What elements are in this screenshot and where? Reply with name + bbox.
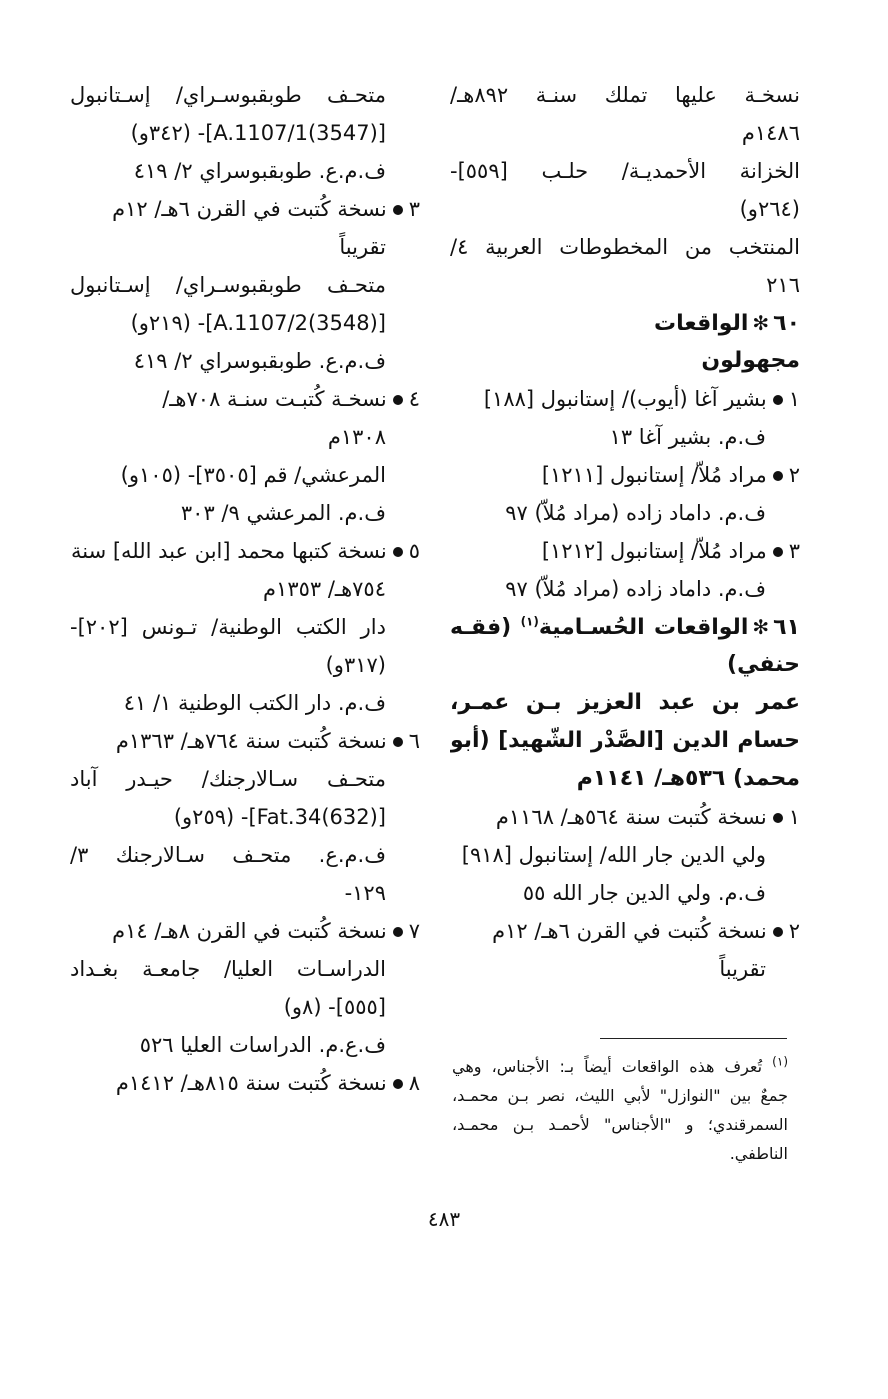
copy-library: متحـف سـالارجنك/ حيـدر آباد: [70, 767, 386, 791]
footnote-marker: (١): [772, 1054, 788, 1069]
copy-number: ٤: [408, 387, 420, 411]
footnote-text: تُعرف هذه الواقعات أيضاً بـ: الأجناس، وهي: [452, 1057, 763, 1076]
copy-text: نسخة كُتبت في القرن ٦هـ/ ١٢م: [112, 197, 387, 221]
copy-text: نسخة كتبها محمد [ابن عبد الله] سنة: [70, 539, 387, 563]
copy-library: الدراسـات العليا/ جامعـة بغـداد: [70, 957, 386, 981]
copy-number: ١: [788, 805, 800, 829]
footnote-marker: (١): [520, 614, 539, 629]
copy-text-cont: ٧٥٤هـ/ ١٣٥٣م: [263, 577, 386, 601]
copy-library: ولي الدين جار الله/ إستانبول [٩١٨]: [461, 843, 766, 867]
text-line: نسخـة عليها تملك سنـة ٨٩٢هـ/: [450, 83, 800, 107]
entry-title: الواقعات: [654, 311, 749, 336]
copy-shelfmark: [(3547)A.1107/1]- (٣٤٢و): [130, 121, 386, 145]
footnote: [452, 1052, 788, 1168]
page-number: ٤٨٣: [427, 1207, 461, 1231]
text-line: المنتخب من المخطوطات العربية ٤/: [450, 235, 800, 259]
footnote-line: جمعٌ بين "النوازل" لأبي الليث، نصر بـن محمـد،: [452, 1086, 788, 1105]
bullet-icon: [773, 813, 783, 823]
copy-text: مراد مُلاّ/ إستانبول [١٢١٢]: [541, 539, 767, 563]
copy-reference: ف.م.ع. طوبقبوسراي ٢/ ٤١٩: [133, 349, 386, 373]
text-line: الخزانة الأحمديـة/ حلـب [٥٥٩]-: [450, 159, 800, 183]
copy-reference: ف.ع.م. الدراسات العليا ٥٢٦: [139, 1033, 386, 1057]
copy-shelfmark: [(3548)A.1107/2]- (٢١٩و): [130, 311, 386, 335]
copy-reference: ف.م.ع. طوبقبوسراي ٢/ ٤١٩: [133, 159, 386, 183]
copy-shelfmark: [٥٥٥]- (٨و): [283, 995, 386, 1019]
copy-library: متحـف طوبقبوسـراي/ إسـتانبول: [70, 83, 386, 107]
bullet-icon: [773, 927, 783, 937]
copy-item: [450, 456, 800, 494]
copy-text: مراد مُلاّ/ إستانبول [١٢١١]: [541, 463, 767, 487]
copy-number: ٥: [408, 539, 420, 563]
copy-reference: ف.م. دار الكتب الوطنية ١/ ٤١: [123, 691, 386, 715]
copy-number: ١: [788, 387, 800, 411]
copy-library: متحـف طوبقبوسـراي/ إسـتانبول: [70, 273, 386, 297]
entry-heading: [450, 608, 800, 646]
copy-reference: ف.م. المرعشي ٩/ ٣٠٣: [180, 501, 386, 525]
copy-item: [70, 380, 420, 418]
copy-text: بشير آغا (أيوب)/ إستانبول [١٨٨]: [483, 387, 767, 411]
copy-number: ٢: [788, 919, 800, 943]
bullet-icon: [393, 395, 403, 405]
copy-reference: ف.م.ع. متحـف سـالارجنك ٣/: [70, 843, 386, 867]
copy-item: [70, 912, 420, 950]
bullet-icon: [773, 395, 783, 405]
copy-item: [450, 798, 800, 836]
entry-author: محمد) ٥٣٦هـ/ ١١٤١م: [576, 766, 800, 791]
entry-number: ٦٠: [773, 311, 800, 336]
left-column: [70, 76, 420, 1102]
entry-number: ٦١: [773, 615, 800, 640]
copy-item: [70, 532, 420, 570]
text-line: ٢١٦: [766, 273, 800, 297]
right-column: [450, 76, 800, 988]
copy-reference-cont: ١٢٩-: [344, 881, 386, 905]
copy-item: [70, 722, 420, 760]
copy-text: نسخة كُتبت في القرن ٨هـ/ ١٤م: [112, 919, 387, 943]
entry-author: حسام الدين [الصَّدْر الشّهيد] (أبو: [450, 728, 800, 753]
footnote-divider: [600, 1038, 787, 1039]
entry-title: الواقعات الحُسـامية: [538, 615, 749, 640]
copy-reference: ف.م. بشير آغا ١٣: [609, 425, 766, 449]
copy-item: [70, 190, 420, 228]
copy-text: نسخة كُتبت سنة ٨١٥هـ/ ١٤١٢م: [115, 1071, 387, 1095]
footnote-line: السمرقندي؛ و "الأجناس" لأحمـد بـن محمـد،: [452, 1115, 788, 1134]
text-line: (٢٦٤و): [739, 197, 800, 221]
copy-number: ٣: [788, 539, 800, 563]
bullet-icon: [393, 547, 403, 557]
entry-author: عمر بن عبد العزيز بـن عمـر،: [450, 690, 800, 715]
copy-text-cont: تقريباً: [719, 957, 766, 981]
copy-text: نسخة كُتبت في القرن ٦هـ/ ١٢م: [492, 919, 767, 943]
entry-author: مجهولون: [701, 348, 800, 373]
copy-library: دار الكتب الوطنية/ تـونس [٢٠٢]-: [70, 615, 386, 639]
copy-number: ٢: [788, 463, 800, 487]
copy-reference: ف.م. ولي الدين جار الله ٥٥: [522, 881, 766, 905]
entry-subject: (فقـه: [450, 615, 512, 640]
bullet-icon: [773, 471, 783, 481]
copy-library-cont: (٣١٧و): [325, 653, 386, 677]
entry-subject-cont: حنفي): [727, 652, 800, 677]
copy-shelfmark: [(632)Fat.34]- (٢٥٩و): [173, 805, 386, 829]
footnote-line: الناطفي.: [729, 1144, 788, 1163]
copy-text: نسخة كُتبت سنة ٥٦٤هـ/ ١١٦٨م: [495, 805, 767, 829]
entry-heading: [450, 304, 800, 342]
copy-number: ٧: [408, 919, 420, 943]
copy-reference: ف.م. داماد زاده (مراد مُلاّ) ٩٧: [505, 577, 766, 601]
footnote-line: [452, 1052, 788, 1081]
copy-item: [450, 380, 800, 418]
copy-reference: ف.م. داماد زاده (مراد مُلاّ) ٩٧: [505, 501, 766, 525]
copy-text: نسخة كُتبت سنة ٧٦٤هـ/ ١٣٦٣م: [115, 729, 387, 753]
bullet-icon: [393, 927, 403, 937]
bullet-icon: [393, 205, 403, 215]
bullet-icon: [393, 1079, 403, 1089]
text-line: ١٤٨٦م: [741, 121, 800, 145]
star-icon: ✻: [752, 615, 770, 639]
copy-item: [70, 1064, 420, 1102]
bullet-icon: [773, 547, 783, 557]
copy-text-cont: ١٣٠٨م: [327, 425, 386, 449]
copy-item: [450, 912, 800, 950]
star-icon: ✻: [752, 311, 770, 335]
copy-number: ٨: [408, 1071, 420, 1095]
copy-library: المرعشي/ قم [٣٥٠٥]- (١٠٥و): [120, 463, 386, 487]
copy-item: [450, 532, 800, 570]
copy-text-cont: تقريباً: [339, 235, 386, 259]
bullet-icon: [393, 737, 403, 747]
copy-number: ٦: [408, 729, 420, 753]
copy-number: ٣: [408, 197, 420, 221]
copy-text: نسخـة كُتبـت سنـة ٧٠٨هـ/: [162, 387, 387, 411]
